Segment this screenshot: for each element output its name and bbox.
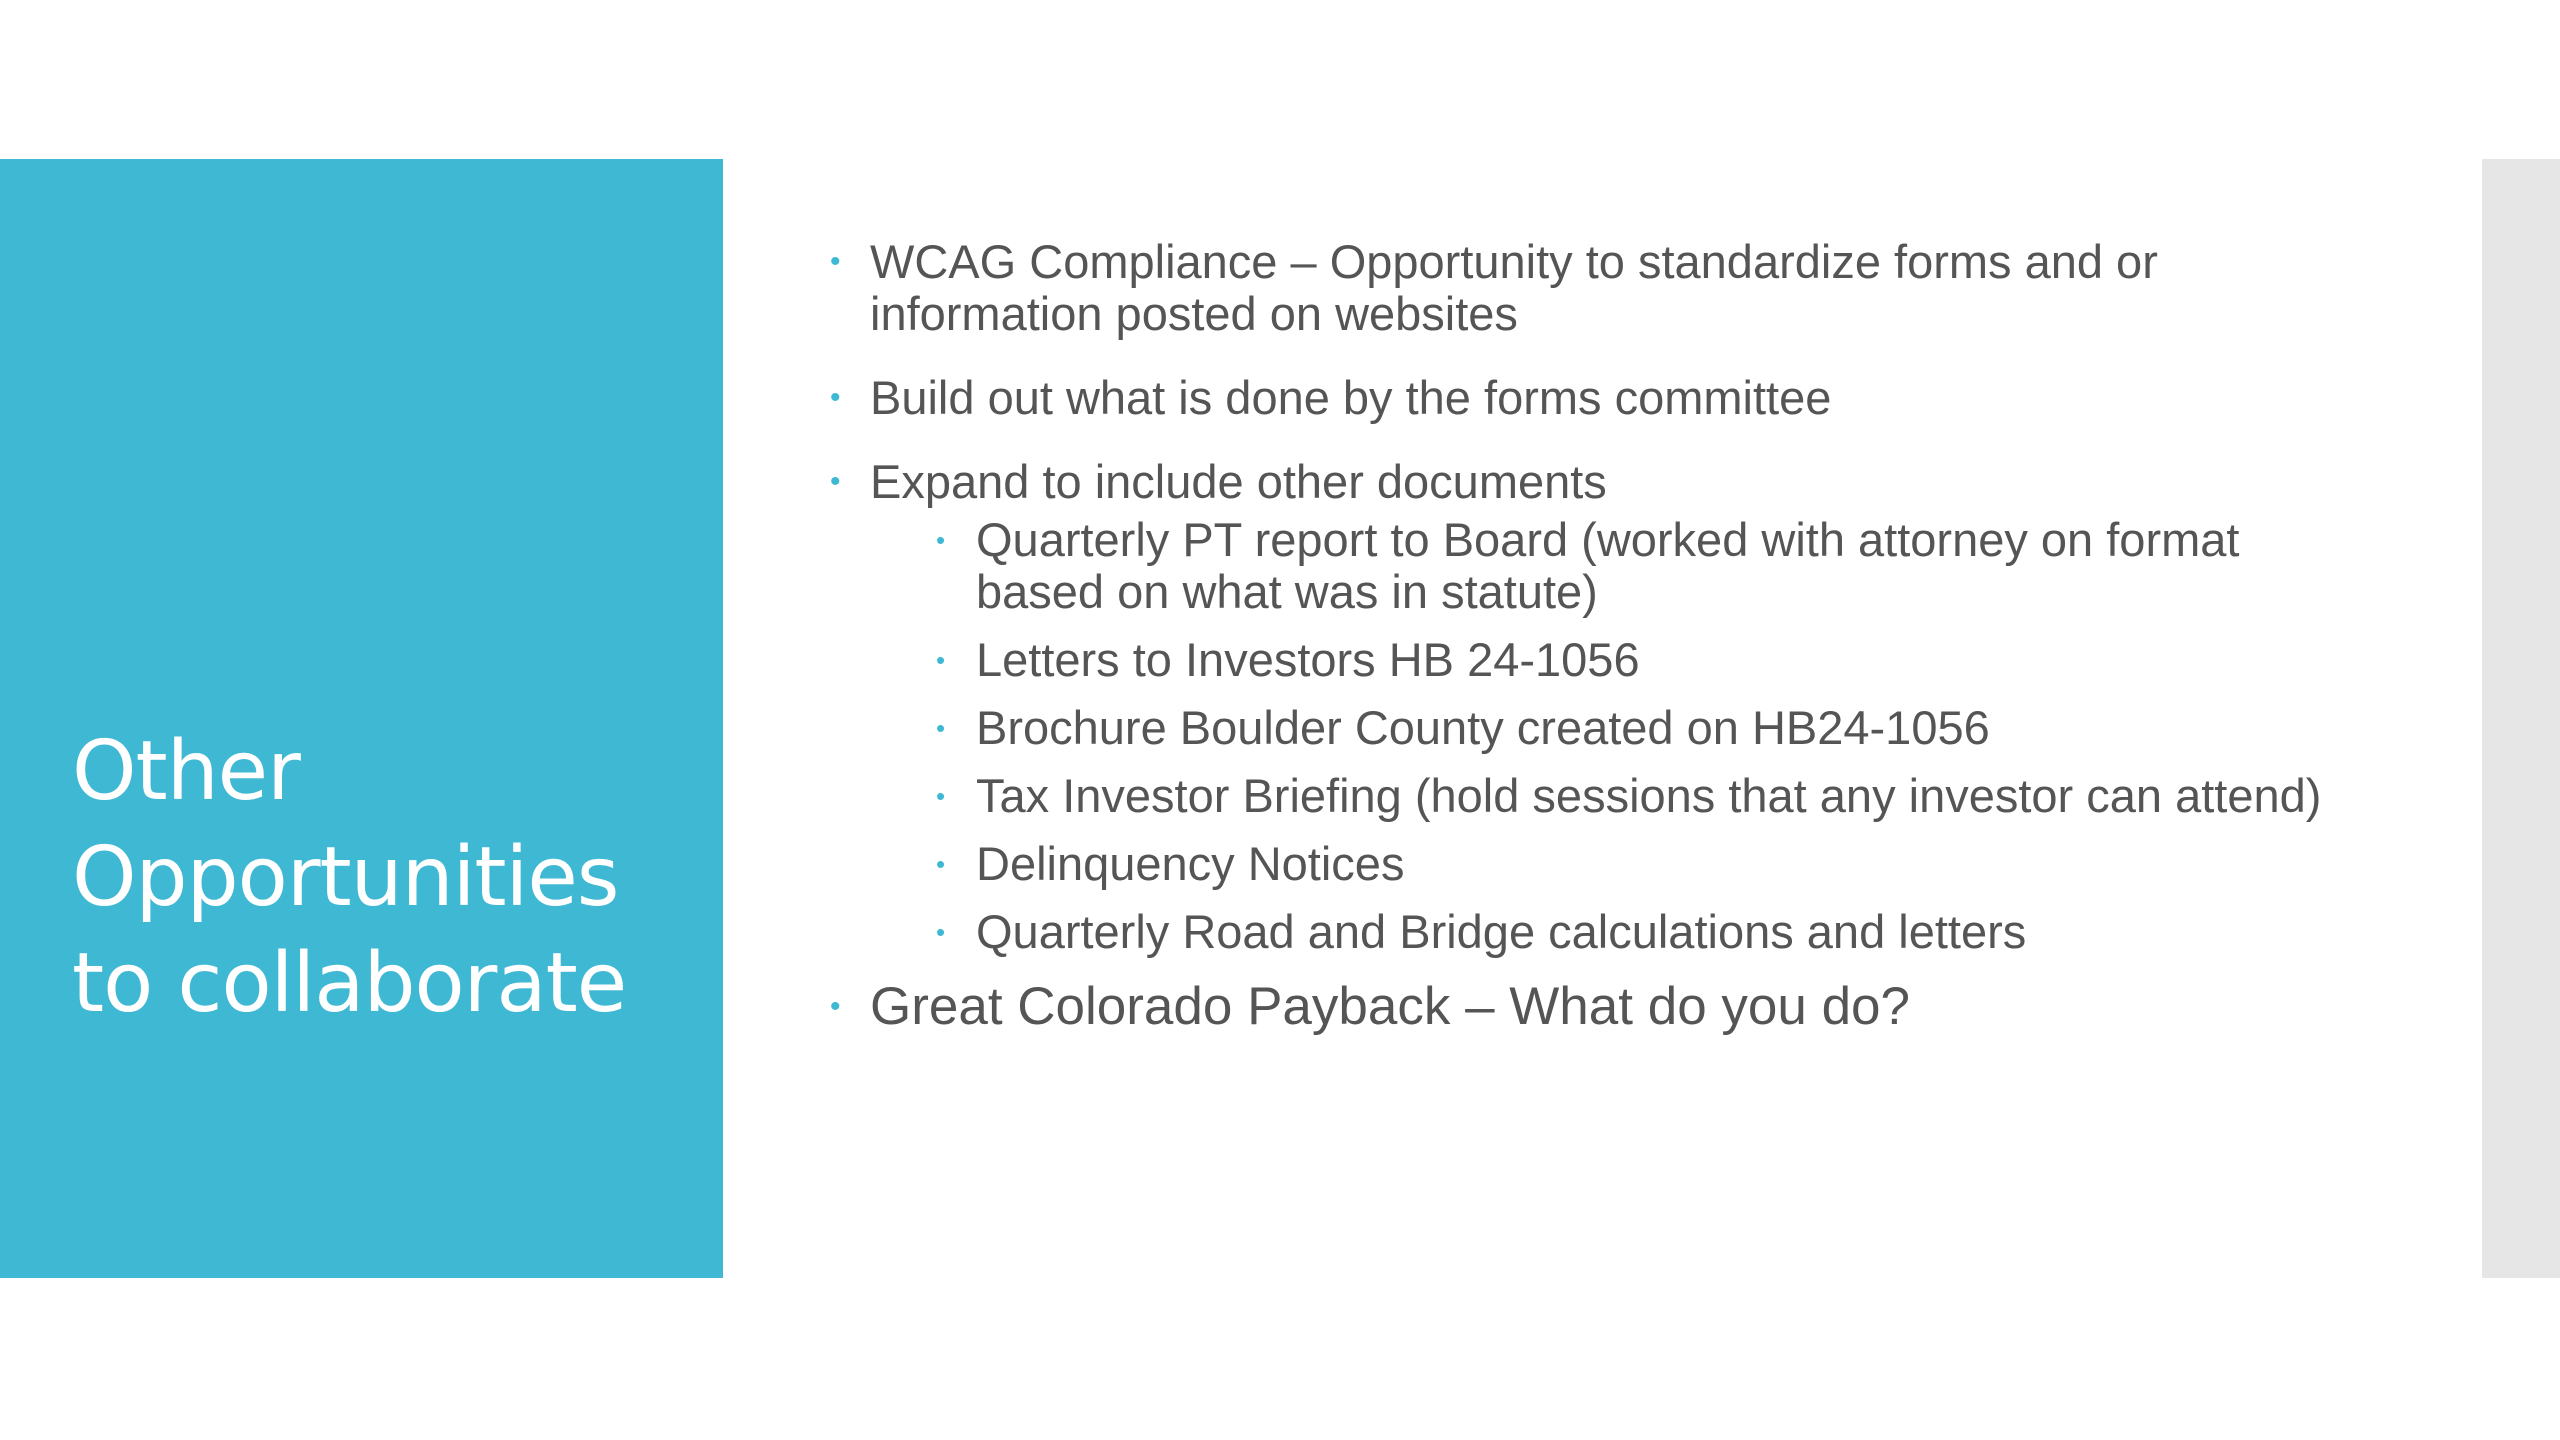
- bullet-text: WCAG Compliance – Opportunity to standardize forms and or information posted on websites: [870, 235, 2158, 340]
- bullet-item: [830, 456, 2330, 508]
- sub-bullet-item: [936, 702, 2330, 754]
- bullet-icon: •: [830, 990, 841, 1023]
- sub-bullet-icon: •: [936, 713, 946, 743]
- bullet-item: [830, 236, 2330, 340]
- sub-bullet-item: [936, 634, 2330, 686]
- bullet-text: Great Colorado Payback – What do you do?: [870, 977, 1910, 1036]
- sub-bullet-icon: •: [936, 645, 946, 675]
- sub-bullet-item: [936, 838, 2330, 890]
- bullet-item: [830, 372, 2330, 424]
- sub-bullet-item: [936, 514, 2330, 618]
- bullet-text: Build out what is done by the forms committee: [870, 371, 1832, 424]
- sub-bullet-icon: •: [936, 525, 946, 555]
- sub-bullet-text: Tax Investor Briefing (hold sessions that any investor can attend): [976, 769, 2322, 822]
- title-line-2: Opportunities: [72, 830, 619, 925]
- sub-bullet-item: [936, 906, 2330, 958]
- bullet-icon: •: [830, 245, 841, 278]
- sub-bullet-text: Quarterly PT report to Board (worked with attorney on format based on what was in statute): [976, 513, 2240, 618]
- bullet-text: Expand to include other documents: [870, 455, 1607, 508]
- sub-bullet-icon: •: [936, 917, 946, 947]
- sub-bullet-text: Delinquency Notices: [976, 837, 1405, 890]
- title-line-1: Other: [72, 724, 300, 819]
- sub-bullet-icon: •: [936, 781, 946, 811]
- bullet-icon: •: [830, 465, 841, 498]
- bullet-list: [830, 236, 2330, 1068]
- sub-bullet-text: Brochure Boulder County created on HB24-1056: [976, 701, 1990, 754]
- slide-title: [72, 719, 712, 1037]
- bullet-item: [830, 978, 2330, 1036]
- sub-bullet-icon: •: [936, 849, 946, 879]
- sub-bullet-item: [936, 770, 2330, 822]
- title-line-3: to collaborate: [72, 936, 627, 1031]
- sub-bullet-text: Quarterly Road and Bridge calculations and letters: [976, 905, 2027, 958]
- title-panel: [0, 159, 723, 1278]
- sub-bullet-text: Letters to Investors HB 24-1056: [976, 633, 1640, 686]
- bullet-icon: •: [830, 381, 841, 414]
- right-decorative-band: [2482, 159, 2560, 1278]
